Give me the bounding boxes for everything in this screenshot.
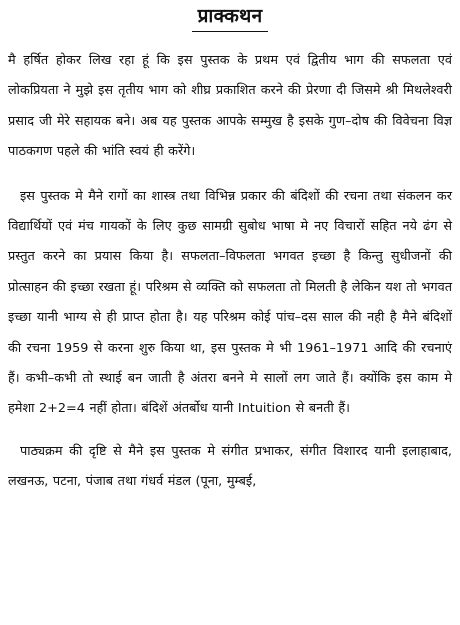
paragraph-3: पाठ्यक्रम की दृष्टि से मैने इस पुस्तक मे संगीत प्रभाकर, संगीत विशारद यानी इलाहाबाद, लखनऊ, पटना, पंजाब तथा गंधर्व मंडल (पूना, मुम्बई, <box>8 443 452 490</box>
page-title: प्राक्कथन <box>192 2 269 32</box>
paragraph-2: इस पुस्तक मे मैने रागों का शास्त्र तथा विभिन्न प्रकार की बंदिशों की रचना तथा संकलन कर विद्यार्थियों एवं मंच गायकों के लिए कुछ सामग्री सुबोध भाषा मे नए विचारों सहित नये ढंग से प्रस्तुत करने का प्रयास किया है। सफलता–विफलता भगवत इच्छा है किन्तु सुधीजनों की प्रोत्साहन की इच्छा रखता हूं। परिश्रम से व्यक्ति को सफलता तो मिलती है लेकिन यश तो भगवत इच्छा यानी भाग्य से ही प्राप्त होता है। यह परिश्रम कोई पांच–दस साल की नही है मैने बंदिशों की रचना 1959 से करना शुरु किया था, इस पुस्तक मे भी 1961–1971 आदि की रचनाएं हैं। कभी–कभी तो स्थाई बन जाती है अंतरा बनने मे सालों लग जाते हैं। क्योंकि इस काम मे हमेशा 2+2=4 नहीं होता। बंदिशें अंतर्बोध यानी Intuition से बनती हैं। <box>8 188 452 417</box>
title-container <box>8 0 452 42</box>
paragraph-1: मै हर्षित होकर लिख रहा हूं कि इस पुस्तक के प्रथम एवं द्वितीय भाग की सफलता एवं लोकप्रियता ने मुझे इस तृतीय भाग को शीघ्र प्रकाशित करने की प्रेरणा दी जिसमे श्री मिथलेश्वरी प्रसाद जी मेरे सहायक बने। अब यह पुस्तक आपके सम्मुख है इसके गुण–दोष की विवेचना विज्ञ पाठकगण पहले की भांति स्वयं ही करेंगे। <box>8 53 452 160</box>
